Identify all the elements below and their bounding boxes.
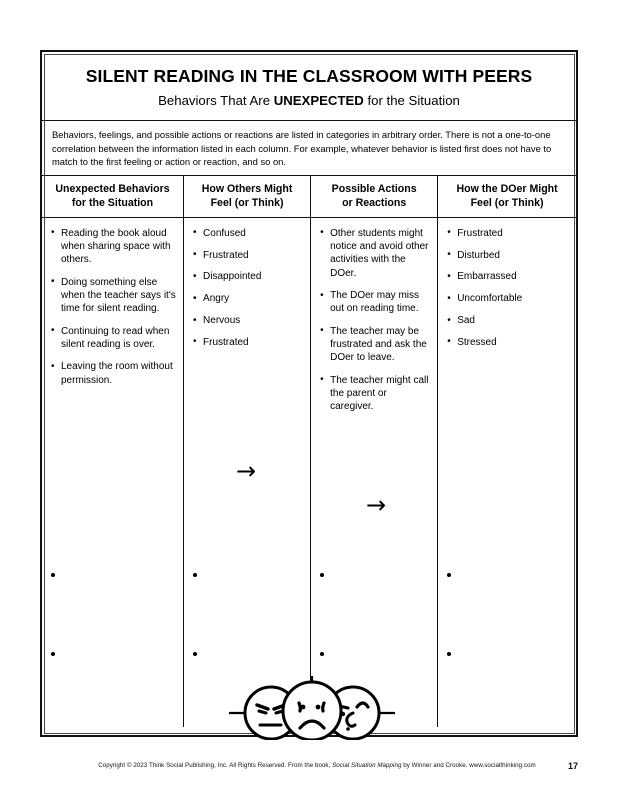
column-header-unexpected-behaviors — [42, 176, 183, 218]
copyright-text-after: by Winner and Crooke. www.socialthinking.com — [401, 762, 536, 770]
list-item: • Doing something else when the teacher says it's time for silent reading. — [51, 276, 176, 316]
worksheet-frame — [40, 50, 578, 737]
list-item: • Embarrassed — [447, 270, 569, 283]
column-body-unexpected-behaviors — [42, 218, 183, 727]
list-item: • Reading the book aloud when sharing space with others. — [51, 227, 176, 267]
list-item: • Other students might notice and avoid other activities with the DOer. — [320, 227, 430, 280]
list-item: • The teacher might call the parent or caregiver. — [320, 374, 430, 414]
column-header-line2: Feel (or Think) — [470, 197, 544, 210]
bullet-list-how-doer-might-feel — [447, 227, 569, 349]
list-item: • Disturbed — [447, 249, 569, 262]
right-arrow-icon: → — [366, 491, 387, 519]
list-item: • Confused — [193, 227, 303, 240]
subtitle-emphasis: UNEXPECTED — [273, 93, 364, 109]
list-item: • Continuing to read when silent reading is over. — [51, 325, 176, 352]
empty-bullet-marker — [193, 652, 197, 656]
bullet-list-unexpected-behaviors — [51, 227, 176, 387]
column-header-line1: Unexpected Behaviors — [55, 183, 170, 196]
list-item: • Sad — [447, 314, 569, 327]
list-item: • Nervous — [193, 314, 303, 327]
empty-bullet-marker — [51, 573, 55, 577]
list-item: • The DOer may miss out on reading time. — [320, 289, 430, 316]
empty-bullet-marker — [320, 573, 324, 577]
empty-bullet-marker — [320, 652, 324, 656]
page-number: 17 — [567, 761, 578, 771]
column-body-how-doer-might-feel — [438, 218, 576, 727]
bullet-list-how-others-might-feel — [193, 227, 303, 349]
table-column-how-others-might-feel — [184, 176, 311, 727]
empty-bullet-marker — [51, 652, 55, 656]
column-header-line1: How the DOer Might — [456, 183, 558, 196]
title-block — [42, 52, 576, 121]
page-title: SILENT READING IN THE CLASSROOM WITH PEERS — [85, 66, 533, 86]
worksheet-table — [42, 176, 576, 727]
empty-bullet-marker — [447, 652, 451, 656]
column-header-line2: for the Situation — [71, 197, 154, 210]
list-item: • Angry — [193, 292, 303, 305]
column-header-how-doer-might-feel — [438, 176, 576, 218]
page-subtitle — [52, 93, 566, 108]
table-column-possible-actions — [311, 176, 438, 727]
page-footer — [40, 757, 578, 775]
bullet-list-possible-actions — [320, 227, 430, 414]
list-item: • Disappointed — [193, 270, 303, 283]
column-header-line2: Feel (or Think) — [210, 197, 284, 210]
column-body-possible-actions — [311, 218, 437, 727]
footer-copyright-text — [40, 762, 560, 769]
instructions-text: Behaviors, feelings, and possible actions or reactions are listed in categories in arbitrary order. There is not a one-to-one correlation between the information listed in each column. For example, whatever behavior is listed first does not have to match to the first feeling or action or reaction, and so on. — [42, 121, 576, 176]
list-item: • Uncomfortable — [447, 292, 569, 305]
right-arrow-icon: → — [236, 457, 257, 485]
column-header-possible-actions — [311, 176, 437, 218]
subtitle-text-after: for the Situation — [363, 93, 460, 109]
list-item: • Leaving the room without permission. — [51, 360, 176, 387]
list-item: • Frustrated — [447, 227, 569, 240]
list-item: • Frustrated — [193, 249, 303, 262]
footer-book-title: Social Situation Mapping — [332, 762, 402, 770]
column-header-line1: How Others Might — [201, 183, 293, 196]
empty-bullet-marker — [193, 573, 197, 577]
copyright-text-before: Copyright © 2023 Think Social Publishing, Inc. All Rights Reserved. From the book, — [98, 762, 333, 770]
empty-bullet-marker — [447, 573, 451, 577]
column-header-line2: or Reactions — [342, 197, 407, 210]
table-column-unexpected-behaviors — [42, 176, 184, 727]
table-column-how-doer-might-feel — [438, 176, 576, 727]
column-header-how-others-might-feel — [184, 176, 310, 218]
subtitle-text-before: Behaviors That Are — [158, 93, 274, 109]
list-item: • The teacher may be frustrated and ask the DOer to leave. — [320, 325, 430, 365]
list-item: • Stressed — [447, 336, 569, 349]
list-item: • Frustrated — [193, 336, 303, 349]
column-header-line1: Possible Actions — [331, 183, 417, 196]
